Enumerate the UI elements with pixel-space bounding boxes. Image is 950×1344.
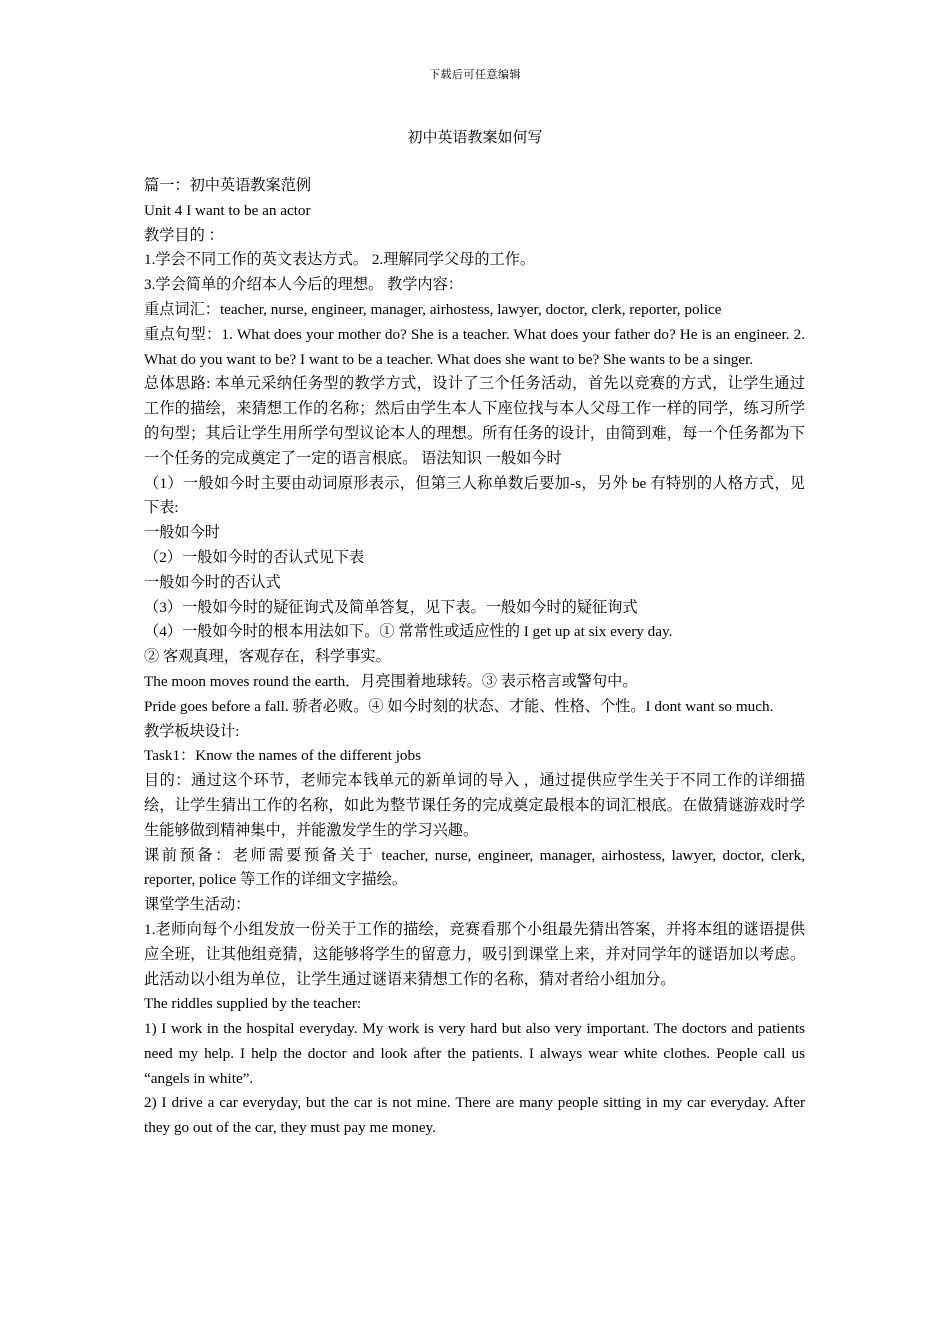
document-body bbox=[144, 174, 805, 1141]
paragraph: 教学板块设计: bbox=[144, 722, 240, 740]
paragraph: 重点词汇：teacher, nurse, engineer, manager, airhostess, lawyer, doctor, clerk, reporter, police bbox=[144, 300, 722, 318]
paragraph: Unit 4 I want to be an actor bbox=[144, 201, 311, 219]
paragraph: ② 客观真理，客观存在，科学事实。 bbox=[144, 648, 391, 666]
paragraph: 总体思路: 本单元采纳任务型的教学方式，设计了三个任务活动，首先以竞赛的方式，让学生通过工作的描绘，来猜想工作的名称；然后由学生本人下座位找与本人父母工作一样的同学，练习所学的句型；其后让学生用所学句型议论本人的理想。所有任务的设计，由简到难，每一个任务都为下一个任务的完成奠定了一定的语言根底。 语法知识 一般如今时 bbox=[144, 375, 805, 467]
paragraph: 1.学会不同工作的英文表达方式。 2.理解同学父母的工作。 bbox=[144, 251, 536, 269]
paragraph: 1) I work in the hospital everyday. My work is very hard but also very important. The doctors and patients need my help. I help the doctor and look after the patients. I always wear white clothes. People call us “angels in white”. bbox=[144, 1020, 805, 1087]
paragraph: 重点句型：1. What does your mother do? She is a teacher. What does your father do? He is an engineer. 2. What do you want to be? I want to be a teacher. What does she want to be? She wants to be a singer. bbox=[144, 325, 805, 368]
paragraph: Pride goes before a fall. 骄者必败。④ 如今时刻的状态、才能、性格、个性。I dont want so much. bbox=[144, 697, 774, 715]
paragraph: 2) I drive a car everyday, but the car is not mine. There are many people sitting in my car everyday. After they go out of the car, they must pay me money. bbox=[144, 1094, 805, 1137]
paragraph: The moon moves round the earth．月亮围着地球转。③ 表示格言或警句中。 bbox=[144, 672, 638, 690]
paragraph: 课堂学生活动： bbox=[144, 896, 251, 914]
paragraph: Task1：Know the names of the different jobs bbox=[144, 747, 422, 765]
paragraph: 1.老师向每个小组发放一份关于工作的描绘，竞赛看那个小组最先猜出答案，并将本组的谜语提供应全班，让其他组竞猜，这能够将学生的留意力，吸引到课堂上来，并对同学年的谜语加以考虑。此活动以小组为单位，让学生通过谜语来猜想工作的名称，猜对者给小组加分。 bbox=[144, 920, 805, 988]
paragraph: The riddles supplied by the teacher: bbox=[144, 995, 362, 1013]
paragraph: （4）一般如今时的根本用法如下。① 常常性或适应性的 I get up at six every day. bbox=[144, 623, 673, 641]
paragraph: 课前预备：老师需要预备关于 teacher, nurse, engineer, manager, airhostess, lawyer, doctor, clerk, reporter, police 等工作的详细文字描绘。 bbox=[144, 846, 805, 889]
paragraph: 3.学会简单的介绍本人今后的理想。 教学内容： bbox=[144, 276, 463, 294]
paragraph: 篇一：初中英语教案范例 bbox=[144, 177, 312, 194]
document-title: 初中英语教案如何写 bbox=[407, 128, 543, 146]
paragraph: 一般如今时 bbox=[144, 524, 220, 542]
paragraph: （2）一般如今时的否认式见下表 bbox=[144, 548, 365, 566]
paragraph: 一般如今时的否认式 bbox=[144, 573, 281, 591]
paragraph: （1）一般如今时主要由动词原形表示，但第三人称单数后要加-s，另外 be 有特别的人格方式，见下表: bbox=[144, 474, 805, 517]
paragraph: 教学目的 ： bbox=[144, 226, 224, 244]
paragraph: 目的：通过这个环节，老师完本钱单元的新单词的导入 ，通过提供应学生关于不同工作的详细描绘，让学生猜出工作的名称，如此为整节课任务的完成奠定最根本的词汇根底。在做猜谜游戏时学生能够做到精神集中，并能激发学生的学习兴趣。 bbox=[144, 772, 805, 839]
paragraph: （3）一般如今时的疑征询式及简单答复，见下表。一般如今时的疑征询式 bbox=[144, 598, 638, 616]
page-header: 下载后可任意编辑 bbox=[429, 68, 521, 81]
